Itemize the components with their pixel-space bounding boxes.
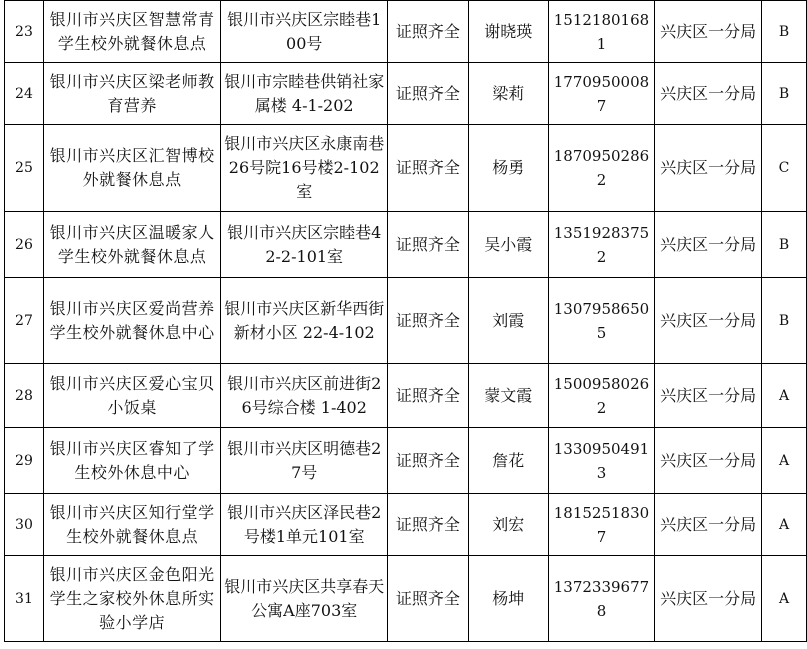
venue-address: 银川市兴庆区宗睦巷100号 (221, 1, 388, 63)
row-number: 31 (5, 556, 44, 642)
row-number: 29 (5, 428, 44, 494)
contact-person: 刘宏 (468, 494, 548, 556)
table-row (5, 364, 807, 428)
table-row (5, 212, 807, 278)
contact-person: 杨坤 (468, 556, 548, 642)
row-number: 28 (5, 364, 44, 428)
row-number: 25 (5, 125, 44, 212)
rating-grade: C (762, 125, 807, 212)
venue-address: 银川市兴庆区新华西街新材小区 22-4-102 (221, 278, 388, 364)
contact-phone: 15121801681 (548, 1, 655, 63)
venue-name: 银川市兴庆区温暖家人学生校外就餐休息点 (43, 212, 221, 278)
row-number: 23 (5, 1, 44, 63)
supervising-bureau: 兴庆区一分局 (655, 63, 762, 125)
license-status: 证照齐全 (387, 63, 468, 125)
rating-grade: A (762, 428, 807, 494)
contact-person: 蒙文霞 (468, 364, 548, 428)
venue-name: 银川市兴庆区知行堂学生校外就餐休息点 (43, 494, 221, 556)
venue-name: 银川市兴庆区睿知了学生校外休息中心 (43, 428, 221, 494)
contact-phone: 18152518307 (548, 494, 655, 556)
supervising-bureau: 兴庆区一分局 (655, 428, 762, 494)
rating-grade: A (762, 556, 807, 642)
rating-grade: B (762, 63, 807, 125)
contact-person: 杨勇 (468, 125, 548, 212)
contact-person: 梁莉 (468, 63, 548, 125)
venue-address: 银川市兴庆区明德巷27号 (221, 428, 388, 494)
rating-grade: A (762, 364, 807, 428)
contact-phone: 13519283752 (548, 212, 655, 278)
table-row (5, 63, 807, 125)
rating-grade: B (762, 278, 807, 364)
table-row (5, 125, 807, 212)
contact-phone: 18709502862 (548, 125, 655, 212)
table-row (5, 278, 807, 364)
table-row (5, 494, 807, 556)
contact-person: 吴小霞 (468, 212, 548, 278)
supervising-bureau: 兴庆区一分局 (655, 556, 762, 642)
row-number: 27 (5, 278, 44, 364)
registry-table (4, 0, 807, 642)
license-status: 证照齐全 (387, 278, 468, 364)
row-number: 26 (5, 212, 44, 278)
venue-address: 银川市兴庆区宗睦巷42-2-101室 (221, 212, 388, 278)
license-status: 证照齐全 (387, 364, 468, 428)
license-status: 证照齐全 (387, 212, 468, 278)
supervising-bureau: 兴庆区一分局 (655, 278, 762, 364)
contact-person: 詹花 (468, 428, 548, 494)
rating-grade: B (762, 212, 807, 278)
supervising-bureau: 兴庆区一分局 (655, 364, 762, 428)
row-number: 30 (5, 494, 44, 556)
supervising-bureau: 兴庆区一分局 (655, 1, 762, 63)
license-status: 证照齐全 (387, 125, 468, 212)
row-number: 24 (5, 63, 44, 125)
venue-name: 银川市兴庆区爱尚营养学生校外就餐休息中心 (43, 278, 221, 364)
rating-grade: B (762, 1, 807, 63)
license-status: 证照齐全 (387, 1, 468, 63)
license-status: 证照齐全 (387, 556, 468, 642)
supervising-bureau: 兴庆区一分局 (655, 212, 762, 278)
venue-address: 银川市宗睦巷供销社家属楼 4-1-202 (221, 63, 388, 125)
venue-name: 银川市兴庆区汇智博校外就餐休息点 (43, 125, 221, 212)
license-status: 证照齐全 (387, 494, 468, 556)
supervising-bureau: 兴庆区一分局 (655, 125, 762, 212)
contact-phone: 15009580262 (548, 364, 655, 428)
rating-grade: A (762, 494, 807, 556)
table-row (5, 428, 807, 494)
contact-phone: 17709500087 (548, 63, 655, 125)
contact-phone: 13309504913 (548, 428, 655, 494)
venue-name: 银川市兴庆区智慧常青学生校外就餐休息点 (43, 1, 221, 63)
contact-person: 谢晓瑛 (468, 1, 548, 63)
table-row (5, 556, 807, 642)
venue-name: 银川市兴庆区爱心宝贝小饭桌 (43, 364, 221, 428)
venue-address: 银川市兴庆区永康南巷26号院16号楼2-102室 (221, 125, 388, 212)
supervising-bureau: 兴庆区一分局 (655, 494, 762, 556)
contact-person: 刘霞 (468, 278, 548, 364)
venue-name: 银川市兴庆区梁老师教育营养 (43, 63, 221, 125)
venue-address: 银川市兴庆区共享春天公寓A座703室 (221, 556, 388, 642)
contact-phone: 13079586505 (548, 278, 655, 364)
venue-address: 银川市兴庆区泽民巷2号楼1单元101室 (221, 494, 388, 556)
venue-address: 银川市兴庆区前进街26号综合楼 1-402 (221, 364, 388, 428)
license-status: 证照齐全 (387, 428, 468, 494)
table-row (5, 1, 807, 63)
contact-phone: 13723396778 (548, 556, 655, 642)
venue-name: 银川市兴庆区金色阳光学生之家校外休息所实验小学店 (43, 556, 221, 642)
